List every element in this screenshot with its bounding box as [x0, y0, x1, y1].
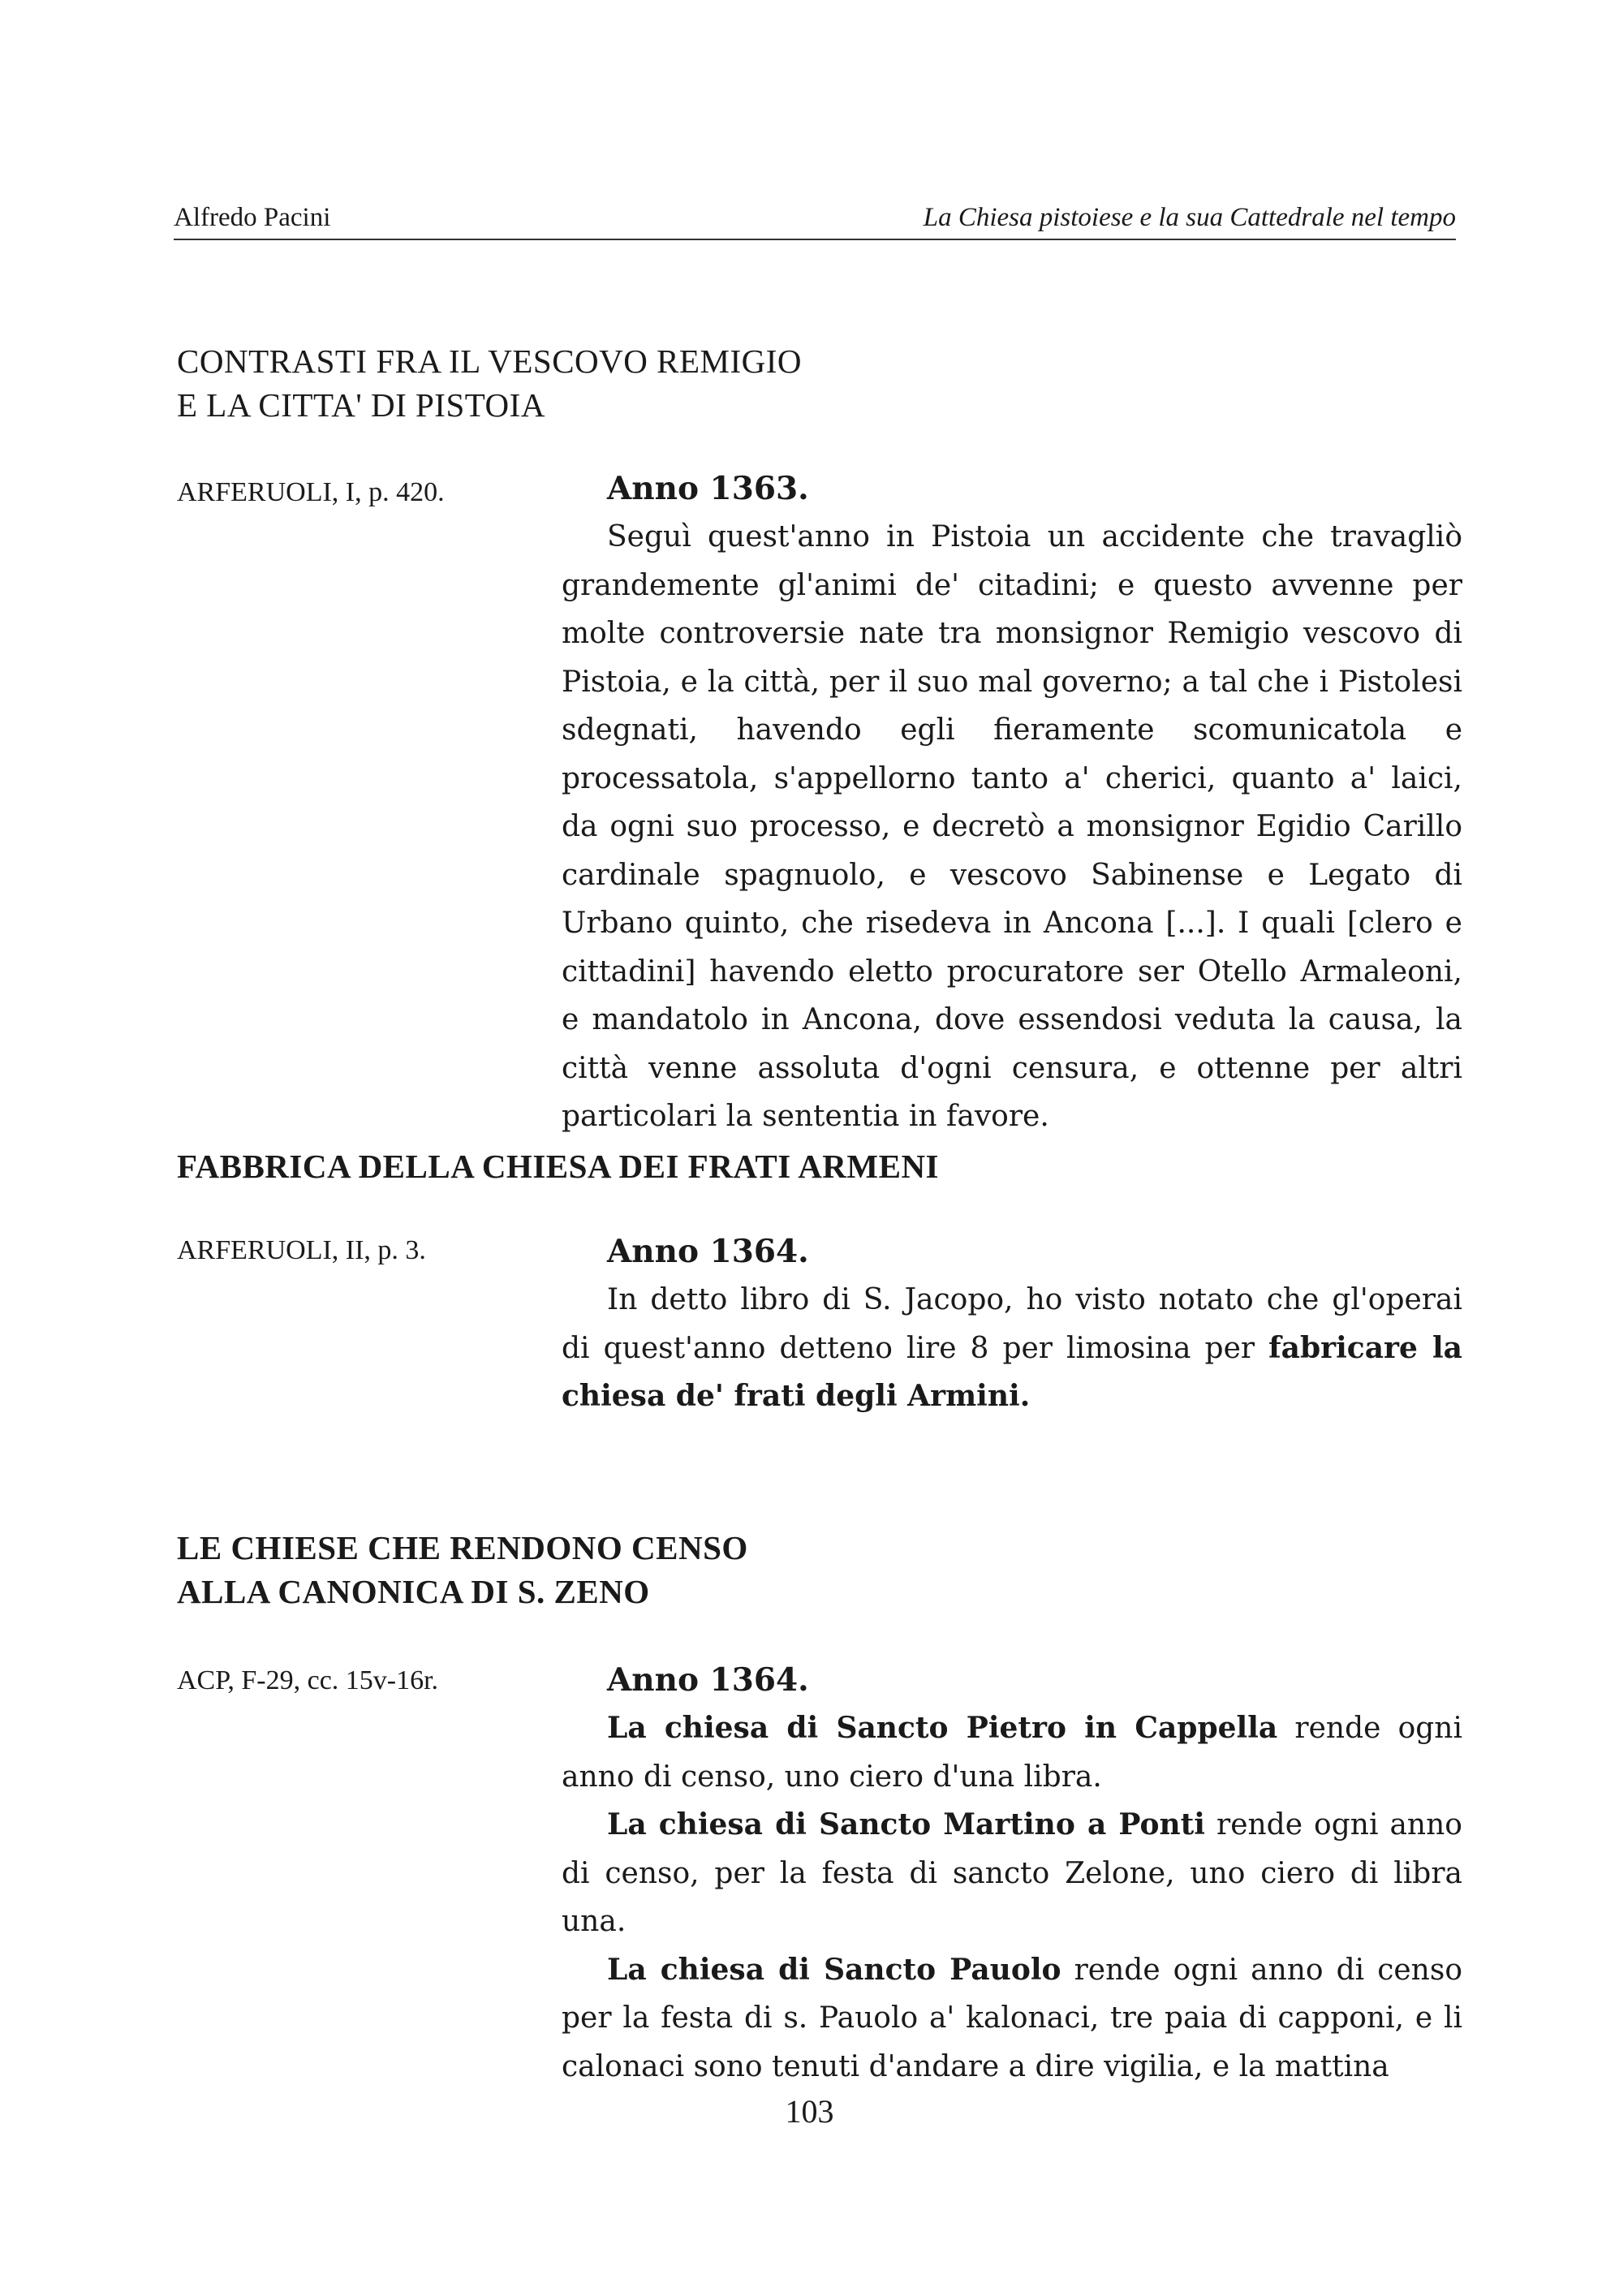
section-2-year: Anno 1364.	[607, 1233, 809, 1270]
church-name: La chiesa di Sancto Martino a Ponti	[607, 1807, 1205, 1842]
section-3-paragraph	[562, 1801, 1462, 1946]
section-3-source: ACP, F-29, cc. 15v-16r.	[177, 1665, 439, 1695]
section-2-bold-text: fabricare la chiesa de' frati degli Armini.	[562, 1330, 1463, 1413]
header-author: Alfredo Pacini	[174, 203, 331, 232]
section-1-title	[177, 339, 1394, 427]
section-3-title-line: ALLA CANONICA DI S. ZENO	[177, 1573, 650, 1610]
header-book-title: La Chiesa pistoiese e la sua Cattedrale nel tempo	[923, 203, 1456, 232]
section-3-year: Anno 1364.	[607, 1661, 809, 1699]
section-3-title-line: LE CHIESE CHE RENDONO CENSO	[177, 1529, 748, 1566]
section-2-title	[177, 1144, 1394, 1188]
section-3-entry	[562, 1656, 1462, 2091]
section-2-entry	[562, 1227, 1462, 1421]
section-3-title	[177, 1526, 1394, 1613]
page-number: 103	[785, 2093, 834, 2130]
church-description: rende ogni anno di censo per la festa di s. Pauolo a' kalonaci, tre paia di capponi, e li calonaci sono tenuti d'andare a dire vigilia, e la mattina	[562, 1953, 1463, 2083]
section-2-title-line: FABBRICA DELLA CHIESA DEI FRATI ARMENI	[177, 1148, 940, 1185]
section-1-title-line: E LA CITTA' DI PISTOIA	[177, 386, 545, 424]
section-1-paragraph: Seguì quest'anno in Pistoia un accidente che travagliò grandemente gl'animi de' citadini; e questo avvenne per molte controversie nate tra monsignor Remigio vescovo di Pistoia, e la città, per il suo mal governo; a tal che i Pistolesi sdegnati, havendo egli fieramente scomunicatola e processatola, s'appellorno tanto a' cherici, quanto a' laici, da ogni suo processo, e decretò a monsignor Egidio Carillo cardinale spagnuolo, e vescovo Sabinense e Legato di Urbano quinto, che risedeva in Ancona [...]. I quali [clero e cittadini] havendo eletto procuratore ser Otello Armaleoni, e mandatolo in Ancona, dove essendosi veduta la causa, la città venne assoluta d'ogni censura, e ottenne per altri particolari la sententia in favore.	[562, 520, 1462, 1133]
section-1-source: ARFERUOLI, I, p. 420.	[177, 477, 445, 507]
section-2-paragraph	[562, 1276, 1462, 1421]
section-1-entry	[562, 464, 1462, 1141]
section-2-text: In detto libro di S. Jacopo, ho visto notato che gl'operai di quest'anno detteno lire 8 per limosina per	[562, 1283, 1462, 1365]
church-name: La chiesa di Sancto Pauolo	[607, 1952, 1061, 1987]
church-name: La chiesa di Sancto Pietro in Cappella	[607, 1711, 1278, 1745]
church-description: rende ogni anno di censo, per la festa di sancto Zelone, uno ciero di libra una.	[562, 1808, 1462, 1938]
section-3-paragraph	[562, 1704, 1462, 1801]
section-3-paragraph	[562, 1946, 1462, 2091]
church-description: rende ogni anno di censo, uno ciero d'una libra.	[562, 1712, 1462, 1794]
section-1-title-line: CONTRASTI FRA IL VESCOVO REMIGIO	[177, 342, 802, 380]
section-2-source: ARFERUOLI, II, p. 3.	[177, 1235, 426, 1265]
section-1-year: Anno 1363.	[607, 470, 809, 507]
running-header	[174, 200, 1456, 240]
